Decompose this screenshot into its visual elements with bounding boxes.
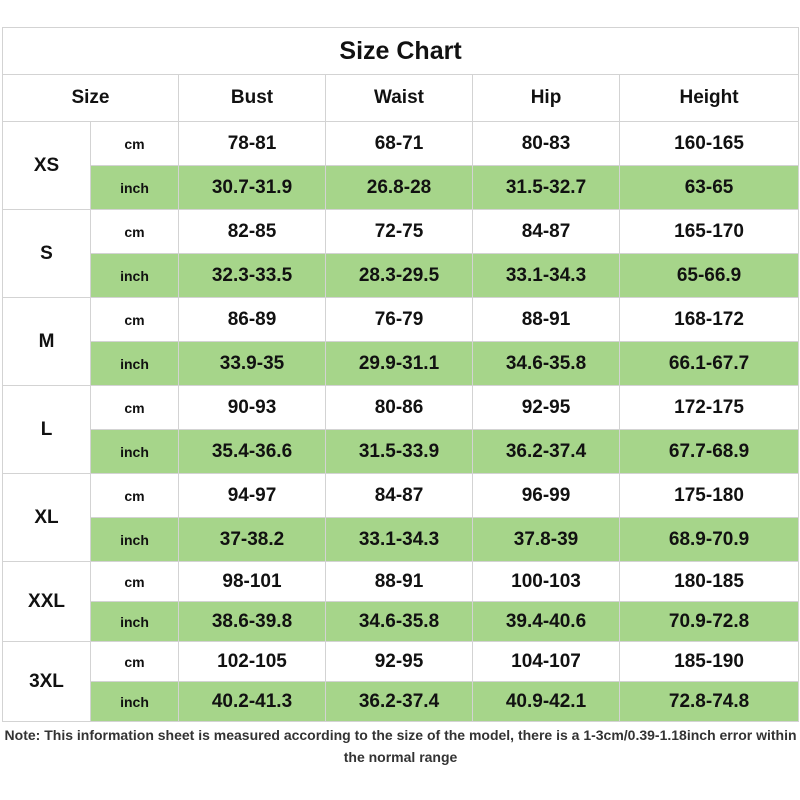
bust-inch-value: 30.7-31.9: [179, 166, 326, 210]
table-row: [3, 474, 799, 518]
bust-inch-value: 35.4-36.6: [179, 430, 326, 474]
bust-cm-value: 102-105: [179, 642, 326, 682]
table-row: [3, 122, 799, 166]
hip-inch-value: 34.6-35.8: [473, 342, 620, 386]
note-row: [3, 722, 799, 771]
unit-inch-label: inch: [91, 166, 179, 210]
size-label: XL: [3, 474, 91, 562]
height-cm-value: 185-190: [620, 642, 799, 682]
waist-cm-value: 88-91: [326, 562, 473, 602]
size-label: S: [3, 210, 91, 298]
unit-inch-label: inch: [91, 518, 179, 562]
hip-inch-value: 31.5-32.7: [473, 166, 620, 210]
height-inch-value: 68.9-70.9: [620, 518, 799, 562]
height-inch-value: 72.8-74.8: [620, 682, 799, 722]
bust-inch-value: 38.6-39.8: [179, 602, 326, 642]
header-size: Size: [3, 75, 179, 122]
hip-cm-value: 104-107: [473, 642, 620, 682]
unit-cm-label: cm: [91, 386, 179, 430]
height-inch-value: 70.9-72.8: [620, 602, 799, 642]
hip-cm-value: 88-91: [473, 298, 620, 342]
unit-inch-label: inch: [91, 602, 179, 642]
header-bust: Bust: [179, 75, 326, 122]
unit-cm-label: cm: [91, 562, 179, 602]
height-cm-value: 175-180: [620, 474, 799, 518]
size-label: M: [3, 298, 91, 386]
size-label: 3XL: [3, 642, 91, 722]
bust-inch-value: 40.2-41.3: [179, 682, 326, 722]
bust-cm-value: 90-93: [179, 386, 326, 430]
hip-cm-value: 84-87: [473, 210, 620, 254]
bust-inch-value: 32.3-33.5: [179, 254, 326, 298]
table-row: [3, 602, 799, 642]
hip-inch-value: 33.1-34.3: [473, 254, 620, 298]
bust-inch-value: 33.9-35: [179, 342, 326, 386]
waist-cm-value: 68-71: [326, 122, 473, 166]
height-cm-value: 180-185: [620, 562, 799, 602]
waist-inch-value: 34.6-35.8: [326, 602, 473, 642]
waist-inch-value: 31.5-33.9: [326, 430, 473, 474]
table-row: [3, 430, 799, 474]
waist-inch-value: 33.1-34.3: [326, 518, 473, 562]
waist-cm-value: 84-87: [326, 474, 473, 518]
waist-cm-value: 80-86: [326, 386, 473, 430]
chart-title: Size Chart: [3, 28, 799, 75]
bust-cm-value: 78-81: [179, 122, 326, 166]
hip-inch-value: 39.4-40.6: [473, 602, 620, 642]
hip-cm-value: 96-99: [473, 474, 620, 518]
size-label: XXL: [3, 562, 91, 642]
table-row: [3, 386, 799, 430]
size-label: L: [3, 386, 91, 474]
header-row: [3, 75, 799, 122]
bust-cm-value: 94-97: [179, 474, 326, 518]
height-cm-value: 172-175: [620, 386, 799, 430]
unit-cm-label: cm: [91, 642, 179, 682]
table-row: [3, 210, 799, 254]
waist-inch-value: 28.3-29.5: [326, 254, 473, 298]
waist-inch-value: 26.8-28: [326, 166, 473, 210]
unit-inch-label: inch: [91, 430, 179, 474]
hip-cm-value: 100-103: [473, 562, 620, 602]
bust-cm-value: 86-89: [179, 298, 326, 342]
unit-inch-label: inch: [91, 342, 179, 386]
height-cm-value: 160-165: [620, 122, 799, 166]
table-row: [3, 518, 799, 562]
header-hip: Hip: [473, 75, 620, 122]
hip-inch-value: 36.2-37.4: [473, 430, 620, 474]
table-row: [3, 682, 799, 722]
size-label: XS: [3, 122, 91, 210]
unit-cm-label: cm: [91, 474, 179, 518]
height-inch-value: 66.1-67.7: [620, 342, 799, 386]
table-row: [3, 342, 799, 386]
waist-cm-value: 72-75: [326, 210, 473, 254]
height-cm-value: 168-172: [620, 298, 799, 342]
height-inch-value: 67.7-68.9: [620, 430, 799, 474]
hip-cm-value: 92-95: [473, 386, 620, 430]
waist-cm-value: 76-79: [326, 298, 473, 342]
height-cm-value: 165-170: [620, 210, 799, 254]
unit-cm-label: cm: [91, 122, 179, 166]
hip-cm-value: 80-83: [473, 122, 620, 166]
height-inch-value: 65-66.9: [620, 254, 799, 298]
waist-inch-value: 29.9-31.1: [326, 342, 473, 386]
height-inch-value: 63-65: [620, 166, 799, 210]
hip-inch-value: 40.9-42.1: [473, 682, 620, 722]
table-row: [3, 562, 799, 602]
table-row: [3, 642, 799, 682]
header-waist: Waist: [326, 75, 473, 122]
unit-cm-label: cm: [91, 210, 179, 254]
bust-cm-value: 82-85: [179, 210, 326, 254]
unit-cm-label: cm: [91, 298, 179, 342]
header-height: Height: [620, 75, 799, 122]
size-chart-sheet: [2, 27, 798, 770]
table-row: [3, 298, 799, 342]
unit-inch-label: inch: [91, 682, 179, 722]
table-row: [3, 166, 799, 210]
hip-inch-value: 37.8-39: [473, 518, 620, 562]
waist-cm-value: 92-95: [326, 642, 473, 682]
measurement-note: Note: This information sheet is measured according to the size of the model, there is a 1-3cm/0.39-1.18inch error within the normal range: [3, 722, 799, 771]
size-chart-table: [2, 27, 799, 770]
bust-inch-value: 37-38.2: [179, 518, 326, 562]
table-row: [3, 254, 799, 298]
unit-inch-label: inch: [91, 254, 179, 298]
bust-cm-value: 98-101: [179, 562, 326, 602]
waist-inch-value: 36.2-37.4: [326, 682, 473, 722]
